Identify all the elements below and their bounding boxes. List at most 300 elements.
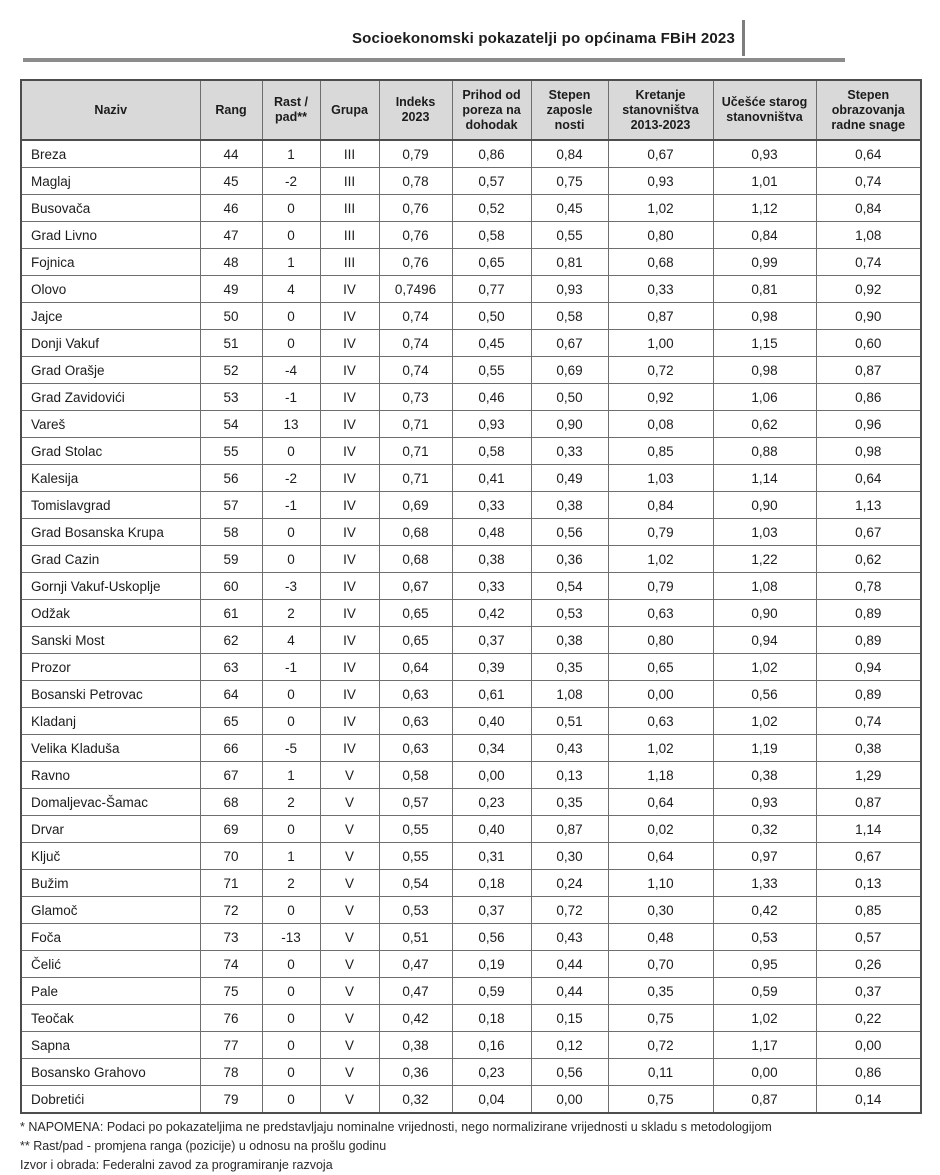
cell-indeks-2023: 0,36 (379, 1059, 452, 1086)
cell-kretanje-stanovnistva-2013-2023: 1,18 (608, 762, 713, 789)
cell-indeks-2023: 0,53 (379, 897, 452, 924)
cell-rang: 49 (200, 276, 262, 303)
cell-prihod-od-poreza-na-dohodak: 0,55 (452, 357, 531, 384)
cell-prihod-od-poreza-na-dohodak: 0,58 (452, 438, 531, 465)
cell-naziv: Ravno (21, 762, 200, 789)
cell-stepen-zaposlenosti: 0,93 (531, 276, 608, 303)
cell-grupa: IV (320, 627, 379, 654)
cell-grupa: V (320, 762, 379, 789)
cell-prihod-od-poreza-na-dohodak: 0,40 (452, 816, 531, 843)
table-row (21, 870, 921, 897)
column-header-naziv: Naziv (21, 80, 200, 140)
indicators-table (20, 79, 922, 1114)
cell-grupa: IV (320, 357, 379, 384)
cell-prihod-od-poreza-na-dohodak: 0,38 (452, 546, 531, 573)
cell-stepen-zaposlenosti: 0,45 (531, 195, 608, 222)
cell-rang: 58 (200, 519, 262, 546)
cell-ucesce-starog-stanovnistva: 1,22 (713, 546, 816, 573)
cell-rang: 72 (200, 897, 262, 924)
cell-stepen-obrazovanja-radne-snage: 0,89 (816, 600, 921, 627)
table-row (21, 276, 921, 303)
cell-indeks-2023: 0,57 (379, 789, 452, 816)
cell-stepen-zaposlenosti: 0,84 (531, 140, 608, 168)
cell-ucesce-starog-stanovnistva: 1,02 (713, 708, 816, 735)
cell-rast-pad: 0 (262, 1059, 320, 1086)
cell-kretanje-stanovnistva-2013-2023: 0,75 (608, 1086, 713, 1114)
cell-prihod-od-poreza-na-dohodak: 0,86 (452, 140, 531, 168)
cell-kretanje-stanovnistva-2013-2023: 0,85 (608, 438, 713, 465)
cell-rang: 55 (200, 438, 262, 465)
cell-stepen-obrazovanja-radne-snage: 0,90 (816, 303, 921, 330)
column-header-ucesce-starog-stanovnistva: Učešće starog stanovništva (713, 80, 816, 140)
cell-ucesce-starog-stanovnistva: 0,42 (713, 897, 816, 924)
cell-grupa: V (320, 789, 379, 816)
cell-rast-pad: -4 (262, 357, 320, 384)
cell-kretanje-stanovnistva-2013-2023: 0,92 (608, 384, 713, 411)
cell-naziv: Domaljevac-Šamac (21, 789, 200, 816)
cell-ucesce-starog-stanovnistva: 0,38 (713, 762, 816, 789)
cell-kretanje-stanovnistva-2013-2023: 0,35 (608, 978, 713, 1005)
column-header-grupa: Grupa (320, 80, 379, 140)
cell-stepen-obrazovanja-radne-snage: 0,85 (816, 897, 921, 924)
cell-kretanje-stanovnistva-2013-2023: 0,87 (608, 303, 713, 330)
cell-rast-pad: 0 (262, 708, 320, 735)
cell-naziv: Kladanj (21, 708, 200, 735)
cell-indeks-2023: 0,64 (379, 654, 452, 681)
cell-stepen-zaposlenosti: 0,53 (531, 600, 608, 627)
cell-prihod-od-poreza-na-dohodak: 0,18 (452, 870, 531, 897)
cell-stepen-obrazovanja-radne-snage: 1,13 (816, 492, 921, 519)
cell-kretanje-stanovnistva-2013-2023: 0,63 (608, 600, 713, 627)
cell-rast-pad: 0 (262, 951, 320, 978)
cell-grupa: IV (320, 573, 379, 600)
cell-rast-pad: 0 (262, 1086, 320, 1114)
cell-naziv: Bosanski Petrovac (21, 681, 200, 708)
table-row (21, 924, 921, 951)
cell-rang: 63 (200, 654, 262, 681)
cell-kretanje-stanovnistva-2013-2023: 0,00 (608, 681, 713, 708)
cell-stepen-obrazovanja-radne-snage: 0,67 (816, 519, 921, 546)
cell-stepen-obrazovanja-radne-snage: 0,89 (816, 681, 921, 708)
table-row (21, 357, 921, 384)
cell-grupa: V (320, 1059, 379, 1086)
cell-rang: 45 (200, 168, 262, 195)
cell-grupa: V (320, 897, 379, 924)
cell-rast-pad: -2 (262, 168, 320, 195)
cell-rast-pad: 2 (262, 870, 320, 897)
cell-naziv: Bosansko Grahovo (21, 1059, 200, 1086)
cell-stepen-obrazovanja-radne-snage: 0,84 (816, 195, 921, 222)
cell-indeks-2023: 0,42 (379, 1005, 452, 1032)
cell-indeks-2023: 0,74 (379, 330, 452, 357)
cell-prihod-od-poreza-na-dohodak: 0,37 (452, 897, 531, 924)
cell-grupa: V (320, 843, 379, 870)
table-row (21, 951, 921, 978)
cell-stepen-zaposlenosti: 0,51 (531, 708, 608, 735)
cell-indeks-2023: 0,73 (379, 384, 452, 411)
cell-indeks-2023: 0,54 (379, 870, 452, 897)
cell-stepen-zaposlenosti: 0,44 (531, 978, 608, 1005)
cell-rast-pad: 0 (262, 519, 320, 546)
table-row (21, 600, 921, 627)
cell-prihod-od-poreza-na-dohodak: 0,50 (452, 303, 531, 330)
cell-ucesce-starog-stanovnistva: 1,14 (713, 465, 816, 492)
column-header-stepen-zaposlenosti: Stepen zaposle nosti (531, 80, 608, 140)
cell-rang: 71 (200, 870, 262, 897)
cell-kretanje-stanovnistva-2013-2023: 1,00 (608, 330, 713, 357)
cell-prihod-od-poreza-na-dohodak: 0,00 (452, 762, 531, 789)
cell-ucesce-starog-stanovnistva: 0,59 (713, 978, 816, 1005)
cell-grupa: V (320, 978, 379, 1005)
cell-rang: 51 (200, 330, 262, 357)
cell-naziv: Dobretići (21, 1086, 200, 1114)
cell-stepen-zaposlenosti: 0,13 (531, 762, 608, 789)
cell-rang: 70 (200, 843, 262, 870)
cell-rang: 47 (200, 222, 262, 249)
cell-indeks-2023: 0,47 (379, 978, 452, 1005)
cell-kretanje-stanovnistva-2013-2023: 0,30 (608, 897, 713, 924)
cell-grupa: III (320, 222, 379, 249)
cell-grupa: IV (320, 654, 379, 681)
cell-grupa: IV (320, 438, 379, 465)
cell-ucesce-starog-stanovnistva: 0,56 (713, 681, 816, 708)
cell-rast-pad: -2 (262, 465, 320, 492)
cell-prihod-od-poreza-na-dohodak: 0,16 (452, 1032, 531, 1059)
cell-grupa: IV (320, 411, 379, 438)
cell-rast-pad: 1 (262, 140, 320, 168)
cell-rast-pad: -13 (262, 924, 320, 951)
cell-rast-pad: 0 (262, 222, 320, 249)
cell-kretanje-stanovnistva-2013-2023: 0,48 (608, 924, 713, 951)
cell-prihod-od-poreza-na-dohodak: 0,48 (452, 519, 531, 546)
cell-indeks-2023: 0,76 (379, 249, 452, 276)
cell-rang: 76 (200, 1005, 262, 1032)
cell-rang: 59 (200, 546, 262, 573)
cell-indeks-2023: 0,7496 (379, 276, 452, 303)
cell-kretanje-stanovnistva-2013-2023: 0,68 (608, 249, 713, 276)
cell-ucesce-starog-stanovnistva: 0,99 (713, 249, 816, 276)
cell-rast-pad: 0 (262, 681, 320, 708)
cell-indeks-2023: 0,71 (379, 438, 452, 465)
cell-grupa: V (320, 870, 379, 897)
cell-rang: 56 (200, 465, 262, 492)
column-header-rast-pad: Rast / pad** (262, 80, 320, 140)
cell-grupa: IV (320, 276, 379, 303)
cell-ucesce-starog-stanovnistva: 0,94 (713, 627, 816, 654)
cell-kretanje-stanovnistva-2013-2023: 1,10 (608, 870, 713, 897)
cell-ucesce-starog-stanovnistva: 1,08 (713, 573, 816, 600)
cell-ucesce-starog-stanovnistva: 0,90 (713, 492, 816, 519)
cell-kretanje-stanovnistva-2013-2023: 0,80 (608, 222, 713, 249)
cell-ucesce-starog-stanovnistva: 0,32 (713, 816, 816, 843)
cell-kretanje-stanovnistva-2013-2023: 0,80 (608, 627, 713, 654)
cell-stepen-zaposlenosti: 0,33 (531, 438, 608, 465)
cell-stepen-obrazovanja-radne-snage: 0,86 (816, 1059, 921, 1086)
cell-rast-pad: 0 (262, 816, 320, 843)
cell-stepen-obrazovanja-radne-snage: 0,38 (816, 735, 921, 762)
table-row (21, 411, 921, 438)
cell-stepen-zaposlenosti: 0,43 (531, 735, 608, 762)
cell-rast-pad: 1 (262, 843, 320, 870)
cell-stepen-zaposlenosti: 0,81 (531, 249, 608, 276)
cell-kretanje-stanovnistva-2013-2023: 0,65 (608, 654, 713, 681)
cell-grupa: III (320, 249, 379, 276)
cell-kretanje-stanovnistva-2013-2023: 0,33 (608, 276, 713, 303)
cell-naziv: Grad Cazin (21, 546, 200, 573)
cell-prihod-od-poreza-na-dohodak: 0,93 (452, 411, 531, 438)
cell-ucesce-starog-stanovnistva: 0,00 (713, 1059, 816, 1086)
table-row (21, 897, 921, 924)
cell-stepen-obrazovanja-radne-snage: 0,67 (816, 843, 921, 870)
cell-stepen-obrazovanja-radne-snage: 0,74 (816, 249, 921, 276)
column-header-indeks-2023: Indeks 2023 (379, 80, 452, 140)
cell-prihod-od-poreza-na-dohodak: 0,42 (452, 600, 531, 627)
cell-rang: 61 (200, 600, 262, 627)
cell-indeks-2023: 0,63 (379, 735, 452, 762)
table-row (21, 1086, 921, 1114)
cell-rast-pad: 2 (262, 600, 320, 627)
cell-rang: 50 (200, 303, 262, 330)
cell-prihod-od-poreza-na-dohodak: 0,23 (452, 1059, 531, 1086)
cell-indeks-2023: 0,76 (379, 195, 452, 222)
cell-indeks-2023: 0,69 (379, 492, 452, 519)
cell-grupa: IV (320, 465, 379, 492)
cell-stepen-zaposlenosti: 0,43 (531, 924, 608, 951)
cell-prihod-od-poreza-na-dohodak: 0,59 (452, 978, 531, 1005)
cell-stepen-obrazovanja-radne-snage: 1,29 (816, 762, 921, 789)
cell-indeks-2023: 0,78 (379, 168, 452, 195)
cell-stepen-obrazovanja-radne-snage: 0,86 (816, 384, 921, 411)
cell-indeks-2023: 0,55 (379, 816, 452, 843)
cell-stepen-zaposlenosti: 0,15 (531, 1005, 608, 1032)
cell-prihod-od-poreza-na-dohodak: 0,61 (452, 681, 531, 708)
cell-stepen-obrazovanja-radne-snage: 0,89 (816, 627, 921, 654)
cell-stepen-obrazovanja-radne-snage: 0,96 (816, 411, 921, 438)
cell-stepen-zaposlenosti: 0,00 (531, 1086, 608, 1114)
cell-ucesce-starog-stanovnistva: 1,02 (713, 654, 816, 681)
cell-naziv: Donji Vakuf (21, 330, 200, 357)
cell-rast-pad: 0 (262, 546, 320, 573)
table-row (21, 1005, 921, 1032)
cell-rang: 66 (200, 735, 262, 762)
cell-naziv: Tomislavgrad (21, 492, 200, 519)
cell-stepen-zaposlenosti: 0,56 (531, 519, 608, 546)
cell-prihod-od-poreza-na-dohodak: 0,65 (452, 249, 531, 276)
cell-rast-pad: 0 (262, 303, 320, 330)
cell-indeks-2023: 0,63 (379, 681, 452, 708)
table-row (21, 843, 921, 870)
cell-stepen-obrazovanja-radne-snage: 1,14 (816, 816, 921, 843)
cell-rast-pad: 0 (262, 897, 320, 924)
cell-indeks-2023: 0,74 (379, 303, 452, 330)
cell-ucesce-starog-stanovnistva: 0,88 (713, 438, 816, 465)
cell-naziv: Grad Stolac (21, 438, 200, 465)
table-row (21, 140, 921, 168)
cell-ucesce-starog-stanovnistva: 1,02 (713, 1005, 816, 1032)
cell-kretanje-stanovnistva-2013-2023: 0,64 (608, 789, 713, 816)
cell-rast-pad: -1 (262, 654, 320, 681)
cell-naziv: Prozor (21, 654, 200, 681)
table-row (21, 762, 921, 789)
cell-stepen-zaposlenosti: 0,90 (531, 411, 608, 438)
cell-kretanje-stanovnistva-2013-2023: 0,11 (608, 1059, 713, 1086)
table-row (21, 465, 921, 492)
table-row (21, 735, 921, 762)
cell-stepen-obrazovanja-radne-snage: 0,78 (816, 573, 921, 600)
cell-ucesce-starog-stanovnistva: 0,95 (713, 951, 816, 978)
cell-indeks-2023: 0,68 (379, 519, 452, 546)
cell-grupa: III (320, 168, 379, 195)
table-body (21, 140, 921, 1113)
cell-stepen-zaposlenosti: 0,67 (531, 330, 608, 357)
cell-naziv: Kalesija (21, 465, 200, 492)
cell-prihod-od-poreza-na-dohodak: 0,39 (452, 654, 531, 681)
cell-naziv: Grad Zavidovići (21, 384, 200, 411)
cell-stepen-obrazovanja-radne-snage: 0,98 (816, 438, 921, 465)
cell-rast-pad: 0 (262, 195, 320, 222)
cell-rast-pad: 0 (262, 978, 320, 1005)
cell-stepen-zaposlenosti: 0,49 (531, 465, 608, 492)
cell-kretanje-stanovnistva-2013-2023: 0,79 (608, 573, 713, 600)
cell-prihod-od-poreza-na-dohodak: 0,41 (452, 465, 531, 492)
column-header-stepen-obrazovanja-radne-snage: Stepen obrazovanja radne snage (816, 80, 921, 140)
table-row (21, 681, 921, 708)
cell-naziv: Gornji Vakuf-Uskoplje (21, 573, 200, 600)
cell-kretanje-stanovnistva-2013-2023: 0,79 (608, 519, 713, 546)
cell-rang: 44 (200, 140, 262, 168)
cell-indeks-2023: 0,58 (379, 762, 452, 789)
cell-rang: 48 (200, 249, 262, 276)
cell-ucesce-starog-stanovnistva: 0,90 (713, 600, 816, 627)
cell-rang: 53 (200, 384, 262, 411)
cell-ucesce-starog-stanovnistva: 0,84 (713, 222, 816, 249)
table-header-row (21, 80, 921, 140)
cell-kretanje-stanovnistva-2013-2023: 0,02 (608, 816, 713, 843)
cell-kretanje-stanovnistva-2013-2023: 0,64 (608, 843, 713, 870)
cell-prihod-od-poreza-na-dohodak: 0,31 (452, 843, 531, 870)
cell-grupa: IV (320, 303, 379, 330)
table-row (21, 384, 921, 411)
cell-ucesce-starog-stanovnistva: 0,93 (713, 140, 816, 168)
cell-stepen-obrazovanja-radne-snage: 0,64 (816, 140, 921, 168)
cell-prihod-od-poreza-na-dohodak: 0,04 (452, 1086, 531, 1114)
cell-grupa: IV (320, 519, 379, 546)
cell-rang: 75 (200, 978, 262, 1005)
cell-rang: 68 (200, 789, 262, 816)
cell-kretanje-stanovnistva-2013-2023: 1,03 (608, 465, 713, 492)
cell-indeks-2023: 0,47 (379, 951, 452, 978)
cell-kretanje-stanovnistva-2013-2023: 0,84 (608, 492, 713, 519)
cell-kretanje-stanovnistva-2013-2023: 0,70 (608, 951, 713, 978)
cell-rast-pad: 13 (262, 411, 320, 438)
cell-stepen-obrazovanja-radne-snage: 0,62 (816, 546, 921, 573)
cell-stepen-zaposlenosti: 0,54 (531, 573, 608, 600)
cell-rang: 57 (200, 492, 262, 519)
cell-naziv: Busovača (21, 195, 200, 222)
footnote-izvor: Izvor i obrada: Federalni zavod za programiranje razvoja (20, 1158, 333, 1172)
cell-ucesce-starog-stanovnistva: 1,19 (713, 735, 816, 762)
cell-rast-pad: 0 (262, 330, 320, 357)
cell-kretanje-stanovnistva-2013-2023: 1,02 (608, 546, 713, 573)
cell-stepen-zaposlenosti: 0,50 (531, 384, 608, 411)
table-row (21, 195, 921, 222)
cell-stepen-zaposlenosti: 0,72 (531, 897, 608, 924)
cell-prihod-od-poreza-na-dohodak: 0,34 (452, 735, 531, 762)
table-row (21, 249, 921, 276)
cell-rast-pad: 0 (262, 1005, 320, 1032)
table-row (21, 654, 921, 681)
cell-naziv: Sanski Most (21, 627, 200, 654)
cell-rast-pad: 4 (262, 627, 320, 654)
cell-rang: 65 (200, 708, 262, 735)
cell-rang: 77 (200, 1032, 262, 1059)
cell-naziv: Sapna (21, 1032, 200, 1059)
cell-indeks-2023: 0,63 (379, 708, 452, 735)
table-row (21, 978, 921, 1005)
cell-indeks-2023: 0,74 (379, 357, 452, 384)
cell-rast-pad: 1 (262, 762, 320, 789)
cell-indeks-2023: 0,76 (379, 222, 452, 249)
cell-ucesce-starog-stanovnistva: 1,33 (713, 870, 816, 897)
cell-prihod-od-poreza-na-dohodak: 0,33 (452, 573, 531, 600)
cell-stepen-zaposlenosti: 0,38 (531, 492, 608, 519)
cell-rang: 79 (200, 1086, 262, 1114)
cell-prihod-od-poreza-na-dohodak: 0,45 (452, 330, 531, 357)
cell-kretanje-stanovnistva-2013-2023: 0,75 (608, 1005, 713, 1032)
cell-kretanje-stanovnistva-2013-2023: 0,63 (608, 708, 713, 735)
cell-stepen-obrazovanja-radne-snage: 0,60 (816, 330, 921, 357)
cell-stepen-obrazovanja-radne-snage: 0,26 (816, 951, 921, 978)
cell-stepen-zaposlenosti: 0,55 (531, 222, 608, 249)
cell-stepen-obrazovanja-radne-snage: 0,87 (816, 789, 921, 816)
table-row (21, 627, 921, 654)
cell-ucesce-starog-stanovnistva: 1,06 (713, 384, 816, 411)
cell-stepen-obrazovanja-radne-snage: 0,94 (816, 654, 921, 681)
cell-stepen-zaposlenosti: 0,36 (531, 546, 608, 573)
cell-prihod-od-poreza-na-dohodak: 0,40 (452, 708, 531, 735)
header-rule (23, 58, 845, 62)
cell-stepen-obrazovanja-radne-snage: 0,13 (816, 870, 921, 897)
cell-rast-pad: -5 (262, 735, 320, 762)
cell-naziv: Čelić (21, 951, 200, 978)
cell-stepen-obrazovanja-radne-snage: 0,14 (816, 1086, 921, 1114)
cell-grupa: IV (320, 492, 379, 519)
cell-kretanje-stanovnistva-2013-2023: 0,67 (608, 140, 713, 168)
cell-ucesce-starog-stanovnistva: 1,15 (713, 330, 816, 357)
cell-stepen-zaposlenosti: 0,75 (531, 168, 608, 195)
cell-ucesce-starog-stanovnistva: 0,53 (713, 924, 816, 951)
column-header-rang: Rang (200, 80, 262, 140)
cell-stepen-obrazovanja-radne-snage: 0,74 (816, 168, 921, 195)
cell-prihod-od-poreza-na-dohodak: 0,57 (452, 168, 531, 195)
cell-grupa: III (320, 195, 379, 222)
footnote-napomena: * NAPOMENA: Podaci po pokazateljima ne predstavljaju nominalne vrijednosti, nego normalizirane vrijednosti u skladu s metodologijom (20, 1120, 772, 1134)
column-header-kretanje-stanovnistva-2013-2023: Kretanje stanovništva 2013-2023 (608, 80, 713, 140)
cell-indeks-2023: 0,55 (379, 843, 452, 870)
cell-grupa: IV (320, 708, 379, 735)
cell-naziv: Ključ (21, 843, 200, 870)
cell-rang: 78 (200, 1059, 262, 1086)
cell-prihod-od-poreza-na-dohodak: 0,33 (452, 492, 531, 519)
table-row (21, 789, 921, 816)
cell-ucesce-starog-stanovnistva: 0,81 (713, 276, 816, 303)
cell-grupa: V (320, 951, 379, 978)
cell-grupa: V (320, 1005, 379, 1032)
table-row (21, 330, 921, 357)
cell-indeks-2023: 0,67 (379, 573, 452, 600)
cell-rang: 69 (200, 816, 262, 843)
cell-rang: 64 (200, 681, 262, 708)
